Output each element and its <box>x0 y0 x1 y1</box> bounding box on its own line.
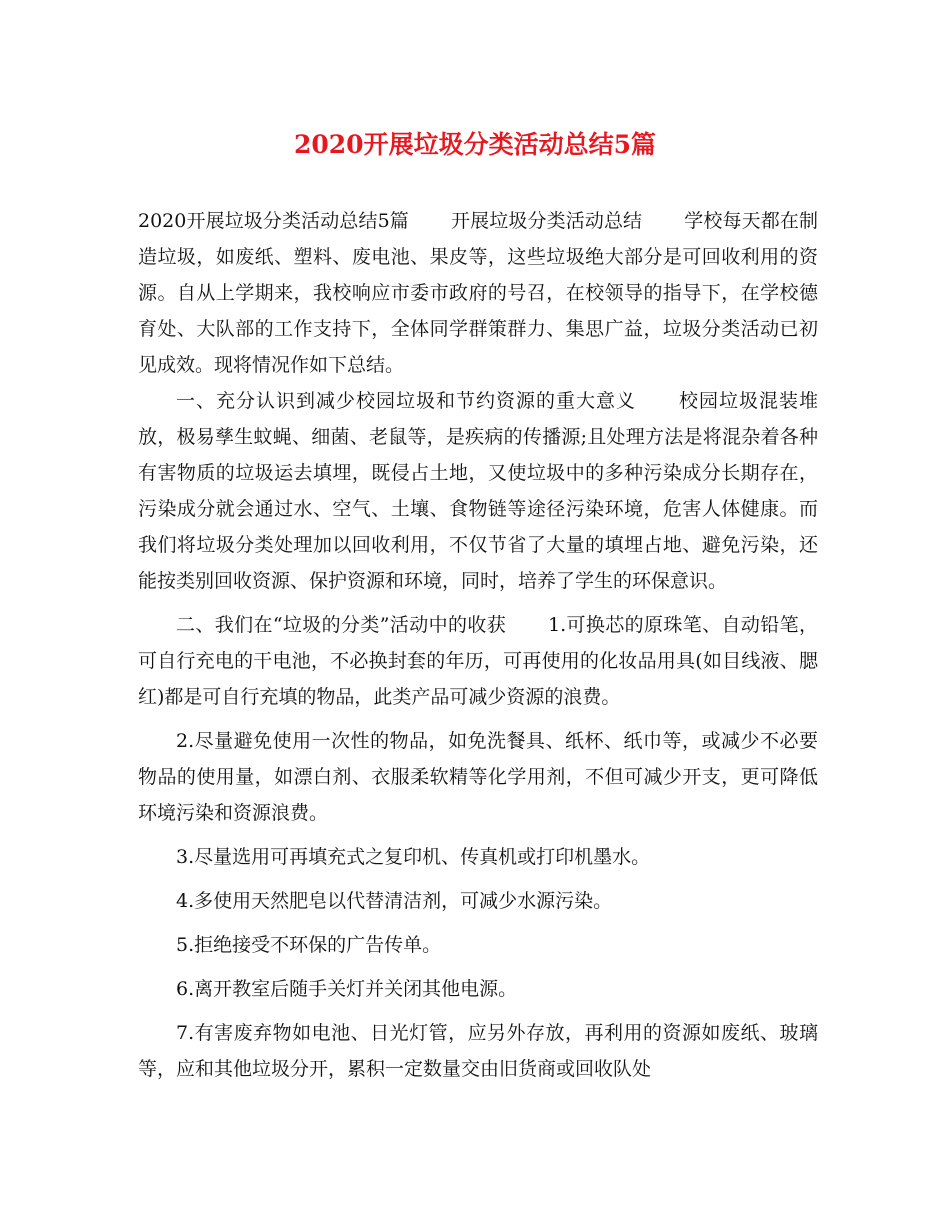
section1-text: 校园垃圾混装堆放，极易孳生蚊蝇、细菌、老鼠等，是疾病的传播源;且处理方法是将混杂着各种有害物质的垃圾运去填埋，既侵占土地，又使垃圾中的多种污染成分长期存在，污染成分就会通过水、空气、土壤、食物链等途径污染环境，危害人体健康。而我们将垃圾分类处理加以回收利用，不仅节省了大量的填埋占地、避免污染，还能按类别回收资源、保护资源和环境，同时，培养了学生的环保意识。 <box>138 390 818 592</box>
section2-item7: 7.有害废弃物如电池、日光灯管，应另外存放，再利用的资源如废纸、玻璃等，应和其他垃圾分开，累积一定数量交由旧货商或回收队处 <box>138 1022 818 1080</box>
intro-title-repeat: 2020开展垃圾分类活动总结5篇 <box>138 210 409 232</box>
section2-item4: 4.多使用天然肥皂以代替清洁剂，可减少水源污染。 <box>176 890 613 912</box>
intro-subtitle: 开展垃圾分类活动总结 <box>450 210 643 232</box>
section1-paragraph <box>138 383 818 599</box>
section1-heading: 一、充分认识到减少校园垃圾和节约资源的重大意义 <box>176 390 636 412</box>
section2-item5: 5.拒绝接受不环保的广告传单。 <box>176 934 442 956</box>
intro-paragraph <box>138 203 818 383</box>
intro-text: 学校每天都在制造垃圾，如废纸、塑料、废电池、果皮等，这些垃圾绝大部分是可回收利用的资源。自从上学期来，我校响应市委市政府的号召，在校领导的指导下，在学校德育处、大队部的工作支持下，全体同学群策群力、集思广益，垃圾分类活动已初见成效。现将情况作如下总结。 <box>138 210 818 376</box>
document-title: 2020开展垃圾分类活动总结5篇 <box>294 130 656 159</box>
section2-paragraph <box>138 607 818 715</box>
section2-item3: 3.尽量选用可再填充式之复印机、传真机或打印机墨水。 <box>176 846 651 868</box>
section2-heading: 二、我们在“垃圾的分类”活动中的收获 <box>176 614 507 636</box>
section2-item2: 2.尽量避免使用一次性的物品，如免洗餐具、纸杯、纸巾等，或减少不必要物品的使用量，如漂白剂、衣服柔软精等化学用剂，不但可减少开支，更可降低环境污染和资源浪费。 <box>138 730 818 824</box>
document-body <box>138 203 818 1087</box>
section2-item1: 1.可换芯的原珠笔、自动铅笔，可自行充电的干电池，不必换封套的年历，可再使用的化妆品用具(如目线液、腮红)都是可自行充填的物品，此类产品可减少资源的浪费。 <box>138 614 818 708</box>
section2-item6: 6.离开教室后随手关灯并关闭其他电源。 <box>176 978 518 1000</box>
